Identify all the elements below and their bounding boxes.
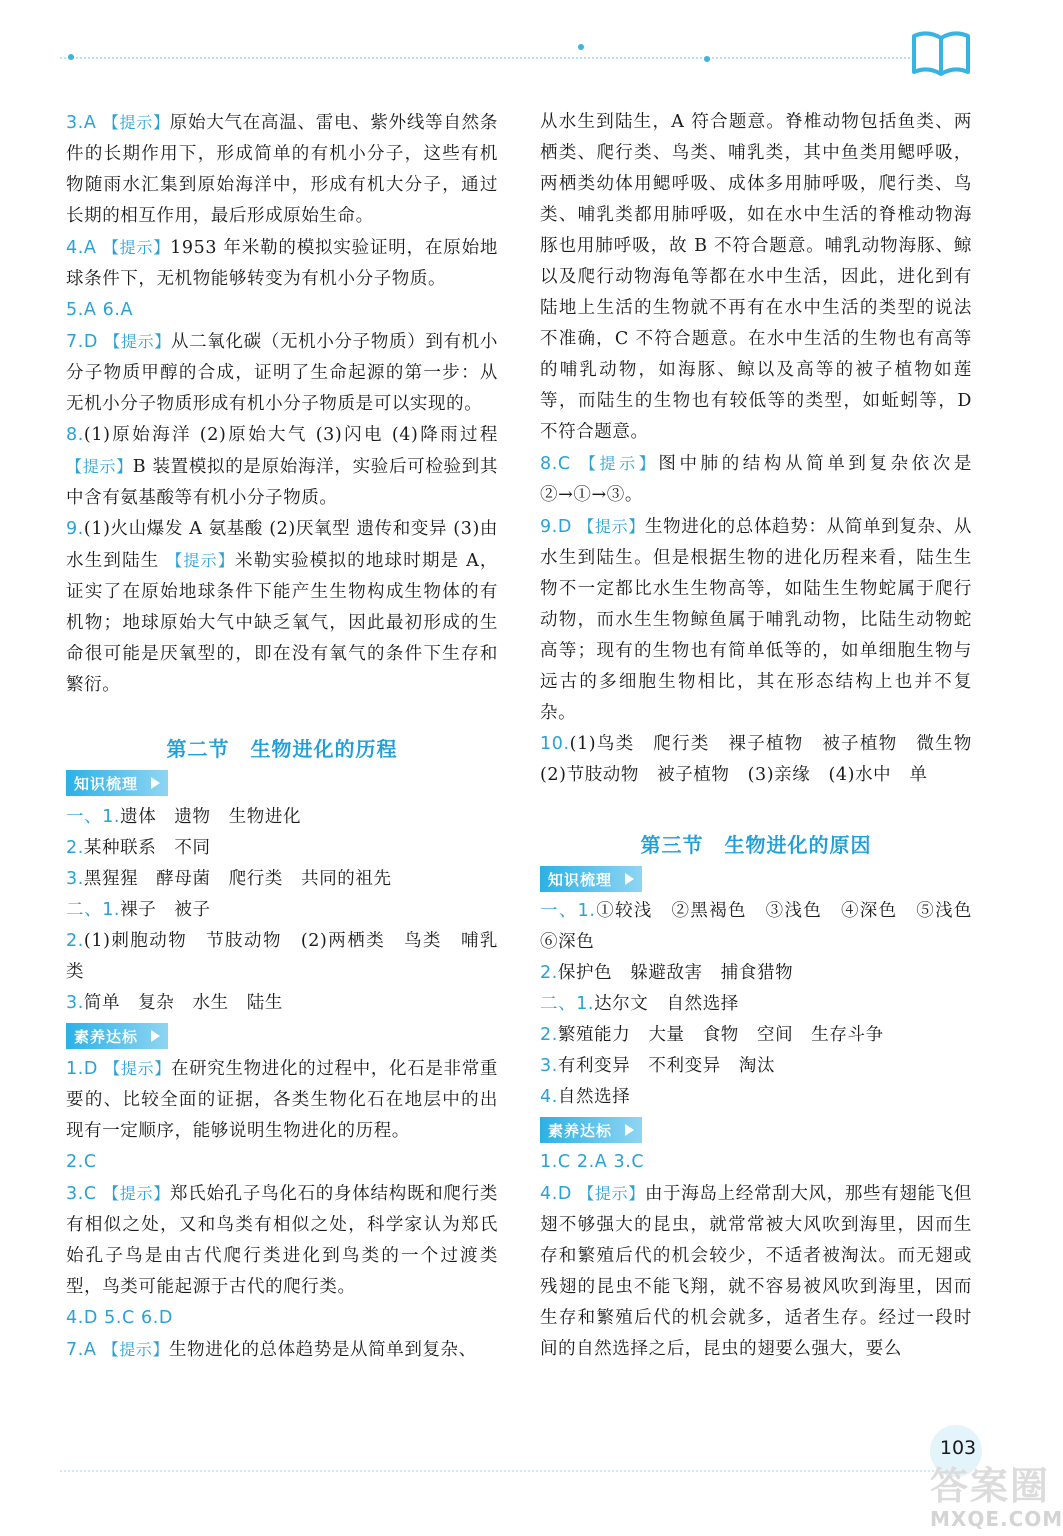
knowledge-item	[66, 895, 498, 926]
play-icon	[625, 873, 634, 885]
answer-number: 4.D 5.C 6.D	[66, 1308, 173, 1328]
answer-item	[540, 107, 972, 448]
tag-label: 知识梳理	[74, 774, 139, 793]
header-dot	[704, 56, 710, 62]
play-icon	[151, 1030, 160, 1042]
tag-row	[540, 1117, 972, 1143]
header-dot	[578, 44, 584, 50]
knowledge-item	[540, 896, 991, 958]
tag-row	[66, 1023, 498, 1049]
right-column	[540, 107, 991, 1365]
knowledge-item	[540, 958, 972, 989]
watermark	[930, 1464, 1063, 1536]
answer-item	[540, 1178, 972, 1365]
answer-number: 二、1.	[66, 900, 121, 920]
answer-item	[66, 1053, 498, 1147]
answer-item	[66, 514, 498, 701]
answer-number: 10.	[540, 734, 570, 754]
answer-text: 从水生到陆生，A 符合题意。脊椎动物包括鱼类、两栖类、爬行类、鸟类、哺乳类，其中鱼类用鳃呼吸，两栖类幼体用鳃呼吸、成体多用肺呼吸，爬行类、鸟类、哺乳类都用肺呼吸，如在水中生活的脊椎动物海豚也用肺呼吸，故 B 不符合题意。哺乳动物海豚、鲸以及爬行动物海龟等都在水中生活，因此，进化到有陆地上生活的生物就不再有在水中生活的类型的说法不准确，C 不符合题意。在水中生活的生物也有高等的哺乳动物，如海豚、鲸以及高等的被子植物如莲等，而陆生的生物也有较低等的类型，如蚯蚓等，D 不符合题意。	[540, 112, 972, 442]
section-tag	[540, 1117, 642, 1143]
answer-number: 7.D	[66, 332, 98, 352]
answer-text: 有利变异 不利变异 淘汰	[557, 1056, 776, 1076]
hint-label: 【提示】	[66, 457, 133, 476]
answer-number: 3.A	[66, 113, 97, 133]
answer-number: 3.C	[66, 1184, 97, 1204]
answer-number: 2.	[66, 838, 84, 858]
answer-number: 5.A 6.A	[66, 300, 134, 320]
answer-item	[66, 107, 498, 232]
hint-label: 【提示】	[578, 517, 645, 536]
knowledge-item	[66, 833, 498, 864]
answer-number: 二、1.	[540, 994, 595, 1014]
answer-text: 裸子 被子	[120, 900, 211, 920]
answer-text: 图中肺的结构从简单到复杂依次是②→①→③。	[540, 454, 973, 505]
tag-row	[66, 770, 498, 796]
answer-text: 郑氏始孔子鸟化石的身体结构既和爬行类有相似之处，又和鸟类有相似之处，科学家认为郑氏始孔子鸟是由古代爬行类进化到鸟类的一个过渡类型，鸟类可能起源于古代的爬行类。	[66, 1184, 498, 1297]
answer-number: 4.D	[540, 1184, 572, 1204]
watermark-url: MXQE.COM	[930, 1507, 1063, 1531]
answer-text: 1953 年米勒的模拟实验证明，在原始地球条件下，无机物能够转变为有机小分子物质。	[66, 238, 498, 289]
answer-text: B 装置模拟的是原始海洋，实验后可检验到其中含有氨基酸等有机小分子物质。	[66, 457, 498, 508]
answer-item	[66, 420, 498, 514]
answer-number: 2.	[540, 1025, 558, 1045]
answer-text: 生物进化的总体趋势：从简单到复杂、从水生到陆生。但是根据生物的进化历程来看，陆生生物不一定都比水生生物高等，如陆生生物蛇属于爬行动物，而水生生物鲸鱼属于哺乳动物，比陆生动物蛇高等；现有的生物也有简单低等的，如单细胞生物与远古的多细胞生物相比，其在形态结构上也并不复杂。	[540, 517, 972, 723]
answer-text: 某种联系 不同	[83, 838, 211, 858]
answer-text: 保护色 躲避敌害 捕食猎物	[557, 963, 794, 983]
answer-text: (1)鸟类 爬行类 裸子植物 被子植物 微生物 (2)节肢动物 被子植物 (3)亲缘 (4)水中 单	[540, 734, 991, 785]
answer-item	[66, 1334, 498, 1366]
knowledge-item	[540, 1020, 972, 1051]
answer-number: 9.D	[540, 517, 572, 537]
knowledge-item	[540, 989, 972, 1020]
answer-text: 自然选择	[557, 1087, 631, 1107]
answer-text: ①较浅 ②黑褐色 ③浅色 ④深色 ⑤浅色 ⑥深色	[540, 901, 991, 952]
left-column	[66, 107, 498, 1366]
hint-label: 【提示】	[166, 551, 236, 570]
hint-label: 【提示】	[579, 454, 659, 473]
knowledge-item	[66, 988, 498, 1019]
answer-number: 一、1.	[66, 807, 121, 827]
hint-label: 【提示】	[102, 238, 171, 257]
answer-text: 达尔文 自然选择	[594, 994, 739, 1014]
answer-number: 4.A	[66, 238, 97, 258]
knowledge-item	[66, 864, 498, 895]
hint-label: 【提示】	[102, 1340, 170, 1359]
watermark-logo-text: 答案圈	[930, 1464, 1051, 1508]
answer-item	[540, 1147, 972, 1178]
answer-item	[540, 511, 972, 729]
answer-number: 2.	[540, 963, 558, 983]
tag-label: 知识梳理	[548, 870, 613, 889]
section-title: 第二节 生物进化的历程	[166, 737, 398, 761]
section-tag	[66, 770, 168, 796]
answer-text: 繁殖能力 大量 食物 空间 生存斗争	[557, 1025, 884, 1045]
section-tag	[540, 866, 642, 892]
answer-item	[66, 326, 498, 420]
answer-number: 2.	[66, 931, 84, 951]
tag-label: 素养达标	[74, 1027, 139, 1046]
answer-text: (1)火山爆发 A 氨基酸 (2)厌氧型 遗传和变异 (3)由水生到陆生	[66, 519, 498, 571]
hint-label: 【提示】	[102, 113, 170, 132]
answer-number: 7.A	[66, 1340, 97, 1360]
answer-number: 8.	[66, 425, 84, 445]
hint-label: 【提示】	[104, 1059, 171, 1078]
hint-label: 【提示】	[578, 1184, 645, 1203]
answer-text: 遗体 遗物 生物进化	[120, 807, 302, 827]
answer-number: 8.C	[540, 454, 571, 474]
answer-text: 在研究生物进化的过程中，化石是非常重要的、比较全面的证据，各类生物化石在地层中的出现有一定顺序，能够说明生物进化的历程。	[66, 1059, 498, 1141]
answer-item	[66, 1303, 498, 1334]
answer-number: 3.	[66, 869, 84, 889]
knowledge-item	[66, 926, 498, 988]
answer-item	[540, 448, 972, 511]
answer-number: 4.	[540, 1087, 558, 1107]
play-icon	[625, 1124, 634, 1136]
answer-text: (1)刺胞动物 节肢动物 (2)两栖类 鸟类 哺乳类	[66, 931, 498, 982]
answer-text: (1)原始海洋 (2)原始大气 (3)闪电 (4)降雨过程	[83, 425, 498, 445]
play-icon	[151, 777, 160, 789]
answer-number: 一、1.	[540, 901, 596, 921]
answer-text: 由于海岛上经常刮大风，那些有翅能飞但翅不够强大的昆虫，就常常被大风吹到海里，因而生存和繁殖后代的机会较少，不适者被淘汰。而无翅或残翅的昆虫不能飞翔，就不容易被风吹到海里，因而生存和繁殖后代的机会就多，适者生存。经过一段时间的自然选择之后，昆虫的翅要么强大，要么	[540, 1184, 972, 1359]
answer-item	[66, 232, 498, 295]
answer-number: 9.	[66, 519, 84, 539]
answer-number: 1.D	[66, 1059, 98, 1079]
hint-label: 【提示】	[103, 1184, 170, 1203]
answer-text: 从二氧化碳（无机小分子物质）到有机小分子物质甲醇的合成，证明了生命起源的第一步：从无机小分子物质形成有机小分子物质是可以实现的。	[66, 332, 498, 414]
answer-number: 2.C	[66, 1152, 97, 1172]
header-dot	[68, 54, 74, 60]
answer-item	[66, 295, 498, 326]
page-number: 103	[939, 1437, 977, 1459]
knowledge-item	[66, 802, 498, 833]
answer-number: 3.	[540, 1056, 558, 1076]
knowledge-item	[540, 1082, 972, 1113]
answer-number: 3.	[66, 993, 84, 1013]
answer-item	[66, 1147, 498, 1178]
section-tag	[66, 1023, 168, 1049]
book-icon	[910, 28, 972, 78]
answer-text: 黑猩猩 酵母菌 爬行类 共同的祖先	[83, 869, 392, 889]
answer-number: 1.C 2.A 3.C	[540, 1152, 645, 1172]
hint-label: 【提示】	[104, 332, 171, 351]
tag-label: 素养达标	[548, 1121, 613, 1140]
answer-text: 原始大气在高温、雷电、紫外线等自然条件的长期作用下，形成简单的有机小分子，这些有机物随雨水汇集到原始海洋中，形成有机大分子，通过长期的相互作用，最后形成原始生命。	[66, 113, 498, 226]
answer-text: 生物进化的总体趋势是从简单到复杂、	[169, 1340, 477, 1360]
answer-item	[540, 729, 991, 791]
answer-text: 简单 复杂 水生 陆生	[83, 993, 284, 1013]
tag-row	[540, 866, 972, 892]
footer-divider	[60, 1470, 950, 1472]
answer-item	[66, 1178, 498, 1303]
knowledge-item	[540, 1051, 972, 1082]
answer-text: 米勒实验模拟的地球时期是 A，证实了在原始地球条件下能产生生物构成生物体的有机物；地球原始大气中缺乏氧气，因此最初形成的生命很可能是厌氧型的，即在没有氧气的条件下生存和繁衍。	[66, 551, 499, 695]
section-title: 第三节 生物进化的原因	[640, 833, 872, 857]
header-divider	[60, 57, 910, 59]
